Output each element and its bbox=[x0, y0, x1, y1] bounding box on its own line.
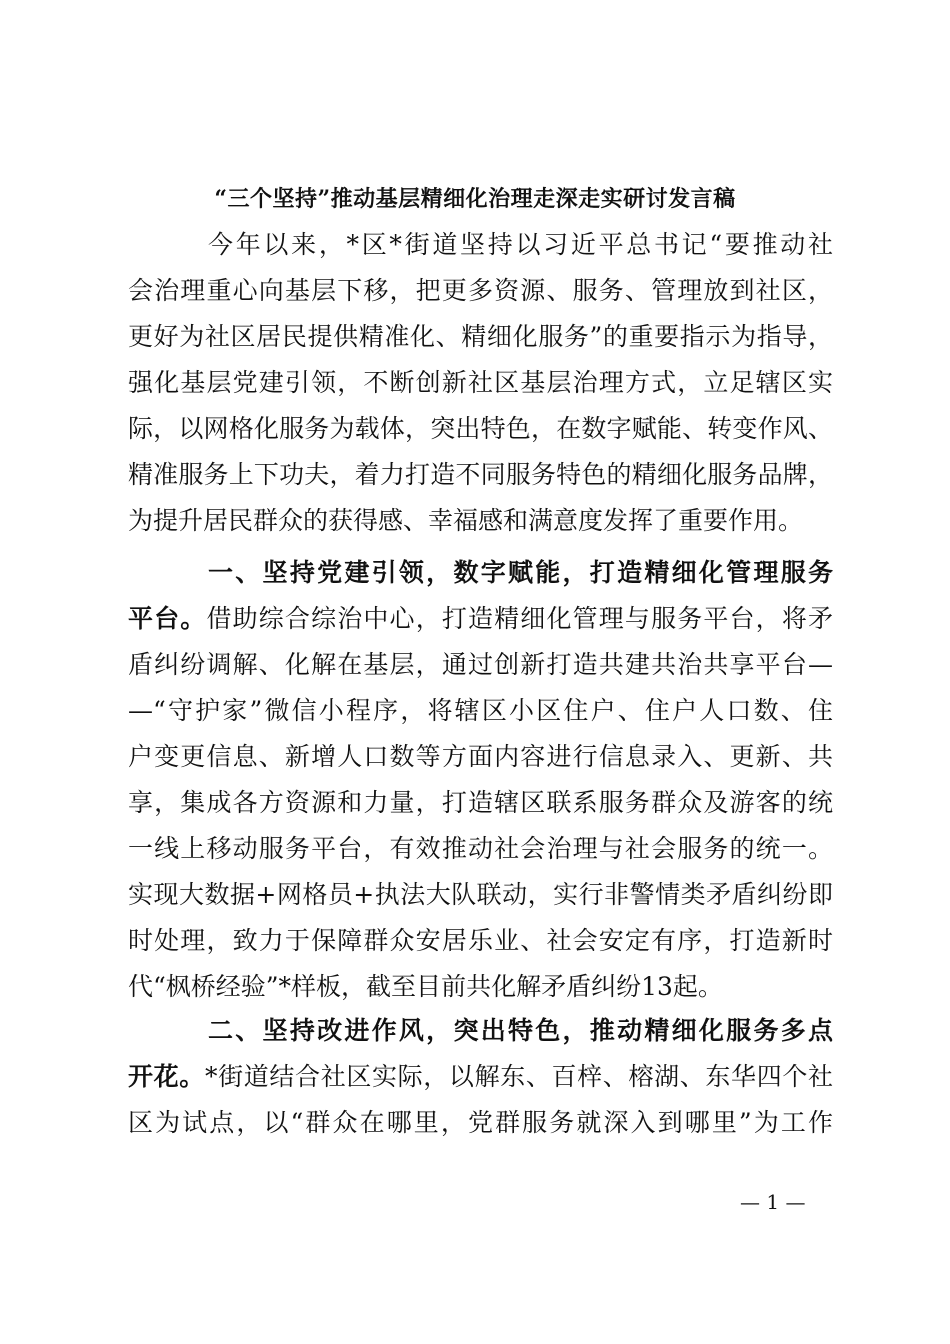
text-line: 享，集成各方资源和力量，打造辖区联系服务群众及游客的统 bbox=[128, 788, 833, 817]
text-line bbox=[128, 596, 833, 642]
document-title: “三个坚持”推动基层精细化治理走深走实研讨发言稿 bbox=[214, 186, 736, 212]
intro-paragraph bbox=[128, 222, 833, 544]
text-line: 盾纠纷调解、化解在基层，通过创新打造共建共治共享平台— bbox=[128, 650, 833, 679]
text-line: 际，以网格化服务为载体，突出特色，在数字赋能、转变作风、 bbox=[128, 414, 833, 443]
text-line: 今年以来，*区*街道坚持以习近平总书记“要推动社 bbox=[208, 230, 833, 259]
text-line: 会治理重心向基层下移，把更多资源、服务、管理放到社区， bbox=[128, 276, 833, 305]
page-number: — 1 — bbox=[740, 1190, 806, 1214]
text-line: 时处理，致力于保障群众安居乐业、社会安定有序，打造新时 bbox=[128, 926, 833, 955]
section-2-paragraph bbox=[128, 1008, 833, 1146]
text-line: 区为试点，以“群众在哪里，党群服务就深入到哪里”为工作 bbox=[128, 1108, 833, 1137]
text-line: 代“枫桥经验”*样板，截至目前共化解矛盾纠纷13起。 bbox=[128, 972, 723, 1001]
section-1-heading: 一、坚持党建引领，数字赋能，打造精细化管理服务 bbox=[208, 558, 833, 587]
text-span: 借助综合综治中心，打造精细化管理与服务平台，将矛 bbox=[206, 604, 833, 633]
section-1-heading-end: 平台。 bbox=[128, 604, 207, 633]
text-line: 实现大数据+网格员+执法大队联动，实行非警情类矛盾纠纷即 bbox=[128, 880, 833, 909]
section-2-heading-end: 开花。 bbox=[128, 1062, 205, 1091]
text-line: 强化基层党建引领，不断创新社区基层治理方式，立足辖区实 bbox=[128, 368, 833, 397]
section-1-paragraph bbox=[128, 550, 833, 1010]
text-line: 一线上移动服务平台，有效推动社会治理与社会服务的统一。 bbox=[128, 834, 833, 863]
text-line: 更好为社区居民提供精准化、精细化服务”的重要指示为指导， bbox=[128, 322, 833, 351]
text-span: *街道结合社区实际，以解东、百梓、榕湖、东华四个社 bbox=[204, 1062, 833, 1091]
text-line: 精准服务上下功夫，着力打造不同服务特色的精细化服务品牌， bbox=[128, 460, 833, 489]
text-line bbox=[128, 1054, 833, 1100]
text-line: 户变更信息、新增人口数等方面内容进行信息录入、更新、共 bbox=[128, 742, 833, 771]
text-line: 为提升居民群众的获得感、幸福感和满意度发挥了重要作用。 bbox=[128, 506, 804, 535]
section-2-heading: 二、坚持改进作风，突出特色，推动精细化服务多点 bbox=[208, 1016, 833, 1045]
text-line: —“守护家”微信小程序，将辖区小区住户、住户人口数、住 bbox=[128, 696, 833, 725]
